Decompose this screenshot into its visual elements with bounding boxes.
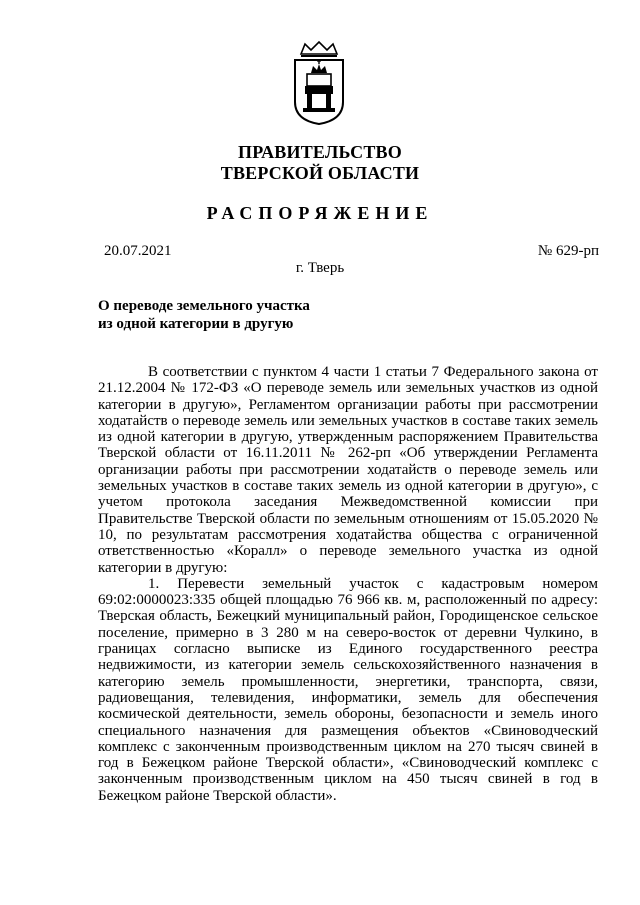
document-subject (98, 297, 310, 333)
subject-line1: О переводе земельного участка (98, 298, 310, 314)
tver-coat-of-arms-icon (291, 40, 347, 126)
document-number: № 629-рп (537, 243, 599, 259)
document-type-title: РАСПОРЯЖЕНИЕ (206, 203, 434, 223)
document-date: 20.07.2021 (104, 243, 172, 259)
subject-line2: из одной категории в другую (98, 316, 294, 332)
org-name-line1: ПРАВИТЕЛЬСТВО (238, 142, 402, 162)
body-paragraph-preamble: В соответствии с пунктом 4 части 1 статьи 7 Федерального закона от 21.12.2004 № 172-ФЗ «О переводе земель или земельных участков из одной категории в другую», Регламентом организации работы при рассмотрении ходатайств о переводе земель или земельных участков в составе таких земель из одной категории в другую, утвержденным распоряжением Правительства Тверской области от 16.11.2011 № 262-рп «Об утверждении Регламента организации работы при рассмотрении ходатайств о переводе земель или земельных участков в составе таких земель из одной категории в другую», с учетом протокола заседания Межведомственной комиссии при Правительстве Тверской области по земельным отношениям от 15.05.2020 № 10, по результатам рассмотрения ходатайства общества с ограниченной ответственностью «Коралл» о переводе земельного участка из одной категории в другую: (98, 364, 598, 576)
body-paragraph-item-1: 1. Перевести земельный участок с кадастровым номером 69:02:0000023:335 общей площадью 76 966 кв. м, расположенный по адресу: Тверская область, Бежецкий муниципальный район, Городищенское сельское поселение, примерно в 3 280 м на северо-восток от деревни Чулкино, в границах согласно выписке из Единого государственного реестра недвижимости, из категории земель сельскохозяйственного назначения в категорию земель промышленности, энергетики, транспорта, связи, радиовещания, телевидения, информатики, земель для обеспечения космической деятельности, земель обороны, безопасности и земель иного специального назначения для размещения объектов «Свиноводческий комплекс с законченным производственным циклом на 270 тысяч свиней в год в Бежецком районе Тверской области», «Свиноводческий комплекс с законченным производственным циклом на 450 тысяч свиней в год в Бежецком районе Тверской области». (98, 575, 598, 804)
org-name-line2: ТВЕРСКОЙ ОБЛАСТИ (220, 163, 420, 183)
document-city: г. Тверь (295, 260, 345, 276)
document-body (98, 364, 598, 804)
